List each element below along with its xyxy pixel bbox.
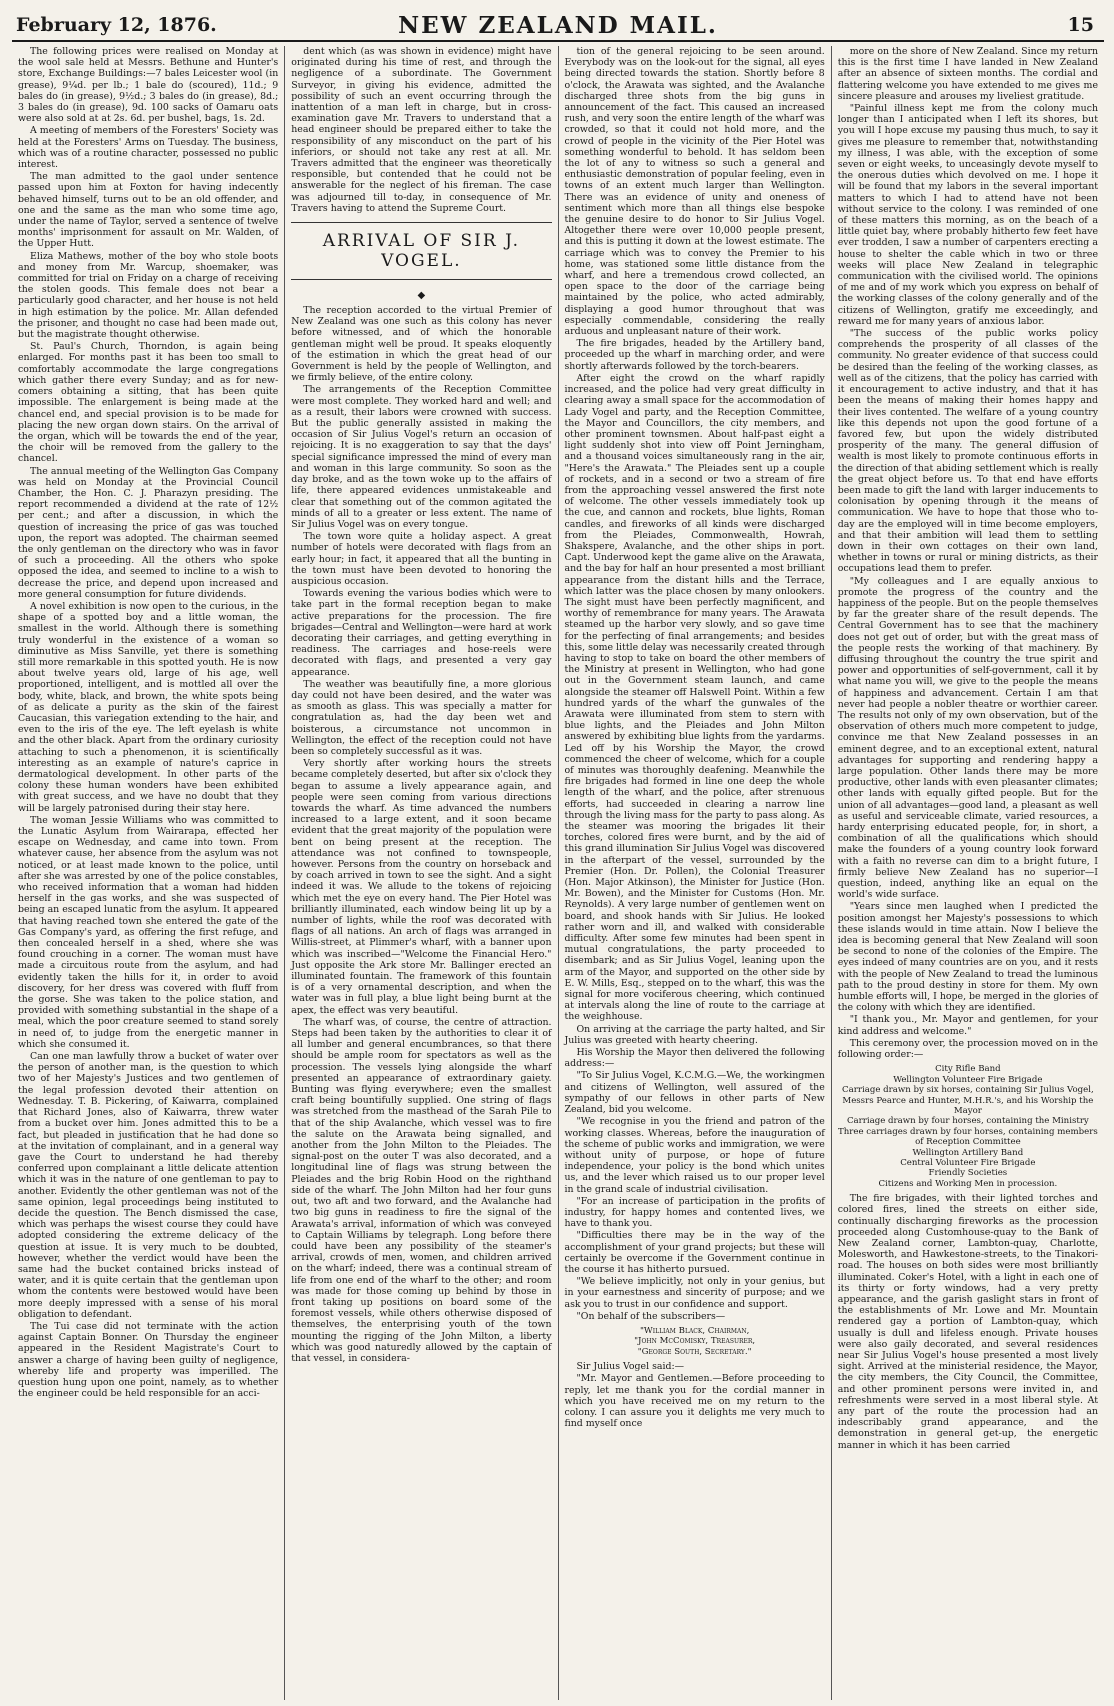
paragraph: The town wore quite a holiday aspect. A great number of hotels were decorated with flags from an early hour; in fact, it appeared that all the bunting in the town must have been devoted to honoring the auspicious occasion. [291,531,552,587]
paragraph: The following prices were realised on Monday at the wool sale held at Messrs. Bethune and Hunter's store, Exchange Buildings:—7 bales Leicester wool (in grease), 9¼d. per lb.; 1 bale do (scoured), 11d.; 9 bales do (in grease), 9½d.; 3 bales do (in grease), 8d.; 3 bales do (in grease), 9d. 100 sacks of Oamaru oats were also sold at at 2s. 6d. per bushel, bags, 1s. 2d. [18,46,279,125]
article-body-col3 [565,46,825,1322]
article-body-col2 [291,305,551,1364]
column-container [12,46,1104,1700]
paragraph: "We believe implicitly, not only in your genius, but in your earnestness and sincerity of purpose; and we ask you to trust in our confidence and support. [564,1276,825,1310]
paragraph: "Difficulties there may be in the way of the accomplishment of your grand projects; but these will certainly be overcome if the Government continue in the course it has hitherto pursued. [564,1230,825,1275]
column-2 [285,46,558,1700]
masthead [12,8,1104,42]
paragraph: A novel exhibition is now open to the curious, in the shape of a spotted boy and a little woman, the smallest in the world. Although there is something truly wonderful in the existence of a woman so diminutive as Miss Sanville, yet there is something still more remarkable in this spotted youth. He is now about twelve years old, large of his age, well proportioned, intelligent, and is mottled all over the body, white, black, and brown, the white spots being of as delicate a purity as the skin of the fairest Caucasian, this variegation extending to the hair, and even to the iris of the eye. The left eyelash is white and the other black. Apart from the ordinary curiosity attaching to such a phenomenon, it is scientifically interesting as an example of nature's caprice in dermatological development. In other parts of the colony these human wonders have been exhibited with great success, and we have no doubt that they will be largely patronised during their stay here. [18,600,279,814]
paragraph: "I thank you., Mr. Mayor and gentlemen, for your kind address and welcome." [837,1014,1098,1037]
issue-date: February 12, 1876. [16,14,217,36]
article-heading-block [291,222,551,280]
paragraph: The Tui case did not terminate with the action against Captain Bonner. On Thursday the engineer appeared in the Resident Magistrate's Court to answer a charge of having been guilty of negligence, whereby life and property was imperilled. The question hung upon one point, namely, as to whether the engineer could be held responsible for an acci- [18,1320,279,1400]
procession-item: Carriage drawn by six horses, containing Sir Julius Vogel, Messrs Pearce and Hunter, M.H.R.'s, and his Worship the Mayor [842,1085,1094,1116]
paragraph: "We recognise in you the friend and patron of the working classes. Whereas, before the inauguration of the scheme of public works and immigration, we were without unity of purpose, or hope of future independence, your policy is the bond which unites us, and the lever which raised us to our proper level in the grand scale of industrial civilisation. [564,1116,825,1195]
signatory-line: "William Black, Chairman, [639,1325,750,1336]
paragraph: After eight the crowd on the wharf rapidly increased, and the police had very great difficulty in clearing away a small space for the accommodation of Lady Vogel and party, and the Reception Committee, the Mayor and Councillors, the city members, and other prominent townsmen. About half-past eight a light suddenly shot into view off Point Jerningham, and a thousand voices simultaneously rang in the air, "Here's the Arawata." The Pleiades sent up a couple of rockets, and in a second or two a stream of fire from the approaching vessel answered the first note of welcome. The other vessels immediately took up the cue, and cannon and rockets, blue lights, Roman candles, and fireworks of all kinds were discharged from the Pleiades, Commonwealth, Howrah, Shakspere, Avalanche, and the other ships in port. Capt. Underwood kept the game alive on the Arawata, and the bay for half an hour presented a most brilliant appearance from the distant hills and the Terrace, which latter was the place chosen by many onlookers. The sight must have been perfectly magnificent, and worthy of remembrance for many years. The Arawata steamed up the harbor very slowly, and so gave time for the perfecting of final arrangements; and besides this, some little delay was necessarily created through having to stop to take on board the other members of the Ministry at present in Wellington, who had gone out in the Government steam launch, and came alongside the steamer off Halswell Point. Within a few hundred yards of the wharf the gunwales of the Arawata were illuminated from stem to stern with blue lights, and the Pleiades and John Milton answered by exhibiting blue lights from the yardarms. Led off by his Worship the Mayor, the crowd commenced the cheer of welcome, which for a couple of minutes was thoroughly deafening. Meanwhile the fire brigades had formed in line one deep the whole length of the wharf, and the police, after strenuous efforts, had succeeded in clearing a narrow line through the living mass for the party to pass along. As the steamer was mooring the brigades lit their torches, colored fires were burnt, and by the aid of this grand illumination Sir Julius Vogel was discovered in the afterpart of the vessel, surrounded by the Premier (Hon. Dr. Pollen), the Colonial Treasurer (Hon. Major Atkinson), the Minister for Justice (Hon. Mr. Bowen), and the Minister for Customs (Hon. Mr. Reynolds). A very large number of gentlemen went on board, and shook hands with Sir Julius. He looked rather worn and ill, and walked with considerable difficulty. After some few minutes had been spent in mutual congratulations, the party proceeded to disembark; and as Sir Julius Vogel, leaning upon the arm of the Mayor, and supported on the other side by E. W. Mills, Esq., stepped on to the wharf, this was the signal for more vociferous cheering, which continued at intervals along the line of route to the carriage at the weighhouse. [564,372,825,1023]
paragraph: The wharf was, of course, the centre of attraction. Steps had been taken by the authorities to clear it of all lumber and general encumbrances, so that there should be ample room for spectators as well as the procession. The vessels lying alongside the wharf presented an appearance of extraordinary gaiety. Bunting was flying everywhere; even the smallest craft being bountifully supplied. One string of flags was stretched from the masthead of the Sarah Pile to that of the ship Avalanche, which vessel was to fire the salute on the Arawata being signalled, and another from the John Milton to the Pleiades. The signal-post on the outer T was also decorated, and a longitudinal line of flags was strung between the Pleiades and the brig Robin Hood on the righthand side of the wharf. The John Milton had her four guns out, two aft and two forward, and the Avalanche had two big guns in readiness to fire the signal of the Arawata's arrival, information of which was conveyed to Captain Williams by telegraph. Long before there could have been any possibility of the steamer's arrival, crowds of men, women, and children arrived on the wharf; indeed, there was a continual stream of life from one end of the wharf to the other; and room was made for those coming up behind by those in front taking up positions on board some of the foremost vessels, while others otherwise disposed of themselves, the enterprising youth of the town mounting the rigging of the John Milton, a liberty which was good naturedly allowed by the captain of that vessel, in considera- [291,1016,552,1364]
paragraph: The annual meeting of the Wellington Gas Company was held on Monday at the Provincial Council Chamber, the Hon. C. J. Pharazyn presiding. The report recommended a dividend at the rate of 12½ per cent.; and after a discussion, in which the question of increasing the price of gas was touched upon, the report was adopted. The chairman seemed the only gentleman on the directory who was in favor of such a proceeding. All the others who spoke opposed the idea, and seemed to incline to a wish to decrease the price, and depend upon increased and more general consumption for future dividends. [18,465,279,600]
article-body-col4 [838,46,1098,1060]
paragraph: On arriving at the carriage the party halted, and Sir Julius was greeted with hearty cheering. [564,1023,825,1046]
page-number: 15 [1067,14,1094,36]
article-body-col3-end [565,1361,825,1429]
procession-item: Wellington Volunteer Fire Brigade [893,1074,1043,1085]
paragraph: "On behalf of the subscribers— [576,1310,726,1322]
paragraph: "The success of the public works policy comprehends the prosperity of all classes of the community. No greater evidence of that success could be desired than the feeling of the working classes, as well as of the citizens, that the policy has carried with it encouragement to active industry, and that it has been the means of making their homes happy and their lives contented. The welfare of a young country like this depends not upon the good fortune of a favored few, but upon the widely distributed prosperity of the many. The general diffusion of wealth is most likely to promote continuous efforts in the direction of that abiding settlement which is really the great object before us. To that end have efforts been made to gift the land with larger inducements to colonisation by opening through it the means of communication. We have to hope that those who to-day are the employed will in time become employers, and that their ambition will lead them to settling down in their own cottages on their own land, whether in towns or rural or mining districts, as their occupations lead them to prefer. [837,328,1098,575]
procession-order-list [838,1064,1098,1189]
paragraph: Towards evening the various bodies which were to take part in the formal reception began to make active preparations for the procession. The fire brigades—Central and Wellington—were hard at work decorating their carriages, and getting everything in readiness. The carriages and hose-reels were decorated with flags, and presented a very gay appearance. [291,588,552,678]
signatories-list [565,1326,825,1357]
paragraph: The woman Jessie Williams who was committed to the Lunatic Asylum from Wairarapa, effected her escape on Wednesday, and came into town. From whatever cause, her absence from the asylum was not noticed, or at least made known to the police, until after she was arrested by one of the police constables, who received information that a woman had hidden herself in the gas works, and she was suspected of being an escaped lunatic from the asylum. It appeared that having reached town she entered the gate of the Gas Company's yard, as offering the first refuge, and then concealed herself in a shed, where she was found crouching in a corner. The woman must have made a circuitous route from the asylum, and had evidently taken the hills for it, in order to avoid discovery, for her dress was covered with fluff from the gorse. She was taken to the police station, and provided with something substantial in the shape of a meal, which the poor creature seemed to stand sorely in need of, to judge from the energetic manner in which she consumed it. [18,814,279,1050]
paragraph: This ceremony over, the procession moved on in the following order:— [837,1037,1098,1061]
signatory-line: "George South, Secretary." [637,1346,752,1357]
paragraph: "My colleagues and I are equally anxious to promote the progress of the country and the happiness of the people. But on the people themselves by far the greater share of the result depends. The Central Government has to see that the machinery does not get out of order, but with the great mass of the people rests the working of that machinery. By diffusing throughout the country the true spirit and power and opportunities of self-government, call it by what name you will, we give to the people the means of happiness and advancement. Certain I am that never had people a nobler theatre or worthier career. The results not only of my own observation, but of the observation of others much more competent to judge, convince me that New Zealand possesses in an eminent degree, and to an exceptional extent, natural advantages for supporting and rendering happy a large population. Other lands there may be more productive, other lands with even pleasanter climates; other lands with equally gifted people. But for the union of all advantages—good land, a pleasant as well as useful and serviceable climate, varied resources, a hardy enterprising educated people, for, in short, a combination of all the qualifications which should make the founders of a young country look forward with a faith no reverse can dim to a bright future, I firmly believe New Zealand has no superior—I question, indeed, anything like an equal on the world's wide surface. [837,575,1098,901]
column-3 [559,46,832,1700]
procession-item: City Rifle Band [935,1064,1001,1075]
paragraph: His Worship the Mayor then delivered the following address:— [564,1047,825,1070]
paragraph: The fire brigades, with their lighted torches and colored fires, lined the streets on either side, continually discharging fireworks as the procession proceeded along Customhouse-quay to the Bank of New Zealand corner, Lambton-quay, Charlotte, Molesworth, and Hawkestone-streets, to the Tinakori-road. The houses on both sides were most brilliantly illuminated. Coker's Hotel, with a light in each one of its thirty or forty windows, had a very pretty appearance, and the garish gaslight stars in front of the establishments of Mr. Lowe and Mr. Mountain rendered gay a portion of Lambton-quay, which usually is dull and lifeless enough. Private houses were also gaily decorated, and several residences near Sir Julius Vogel's house presented a most lively sight. Arrived at the ministerial residence, the Mayor, the city members, the City Council, the Committee, and other prominent persons were invited in, and refreshments were served in a most liberal style. At any part of the route the procession had an indescribably grand appearance, and the demonstration in general get-up, the energetic manner in which it has been carried [837,1193,1098,1451]
paragraph: The man admitted to the gaol under sentence passed upon him at Foxton for having indecently behaved himself, turns out to be an old offender, and one and the same as the man who some time ago, under the name of Taylor, served a sentence of twelve months' imprisonment for assault on Mr. Walden, of the Upper Hutt. [18,171,279,250]
paragraph: The arrangements of the Reception Committee were most complete. They worked hard and well; and as a result, their labors were crowned with success. But the public generally assisted in making the occasion of Sir Julius Vogel's return an occasion of rejoicing. It is no exaggeration to say that the days' special significance impressed the mind of every man and woman in this large community. So soon as the day broke, and as the town woke up to the affairs of life, there appeared evidences unmistakeable and clear that something out of the common agitated the minds of all to a greater or less extent. The name of Sir Julius Vogel was on every tongue. [291,384,552,530]
paragraph: The weather was beautifully fine, a more glorious day could not have been desired, and the water was as smooth as glass. This was specially a matter for congratulation as, had the day been wet and boisterous, a circumstance not uncommon in Wellington, the effect of the reception could not have been so completely successful as it was. [291,678,552,757]
paragraph: A meeting of members of the Foresters' Society was held at the Foresters' Arms on Tuesday. The business, which was of a routine character, possessed no public interest. [18,125,279,171]
paragraph: "For an increase of participation in the profits of industry, for happy homes and contented lives, we have to thank you. [564,1195,825,1230]
ornament-divider: ◆ [417,290,426,302]
paragraph: tion of the general rejoicing to be seen around. Everybody was on the look-out for the signal, all eyes being directed towards the station. Shortly before 8 o'clock, the Arawata was sighted, and the Avalanche discharged three shots from the big guns in announcement of the fact. This caused an increased rush, and very soon the entire length of the wharf was crowded, so that it could not hold more, and the crowd of people in the vicinity of the Pier Hotel was something wonderful to behold. It has seldom been the lot of any to witness so such a general and enthusiastic demonstration of popular feeling, even in towns of an extent much larger than Wellington. There was an evidence of unity and oneness of sentiment which more than all things else bespoke the genuine desire to do honor to Sir Julius Vogel. Altogether there were over 10,000 people present, and this is putting it down at the lowest estimate. The carriage which was to convey the Premier to his home, was stationed some little distance from the wharf, and here a tremendous crowd collected, an open space to the door of the carriage being maintained by the police, who acted admirably, displaying a good humor throughout that was especially commendable, considering the really arduous and unpleasant nature of their work. [564,46,825,338]
paragraph: "Mr. Mayor and Gentlemen.—Before proceeding to reply, let me thank you for the cordial manner in which you have received me on my return to the colony. I can assure you it delights me very much to find myself once [564,1373,825,1430]
paragraph: The fire brigades, headed by the Artillery band, proceeded up the wharf in marching order, and were shortly afterwards followed by the torch-bearers. [564,338,825,372]
paragraph: The reception accorded to the virtual Premier of New Zealand was one such as this colony has never before witnessed, and of which the honorable gentleman might well be proud. It speaks eloquently of the estimation in which the great head of our Government is held by the people of Wellington, and we firmly believe, of the entire colony. [291,305,552,384]
paragraph: St. Paul's Church, Thorndon, is again being enlarged. For months past it has been too small to comfortably accommodate the large congregations which gather there every Sunday; and as for new-comers obtaining a sitting, that has been quite impossible. The enlargement is being made at the chancel end, and special provision is to be made for placing the new organ down stairs. On the arrival of the organ, which will be towards the end of the year, the choir will be removed from the gallery to the chancel. [18,341,279,465]
paragraph: more on the shore of New Zealand. Since my return this is the first time I have landed in New Zealand after an absence of sixteen months. The cordial and flattering welcome you have extended to me gives me sincere pleasure and arouses my liveliest gratitude. [837,46,1098,102]
paragraph: Very shortly after working hours the streets became completely deserted, but after six o'clock they began to assume a lively appearance again, and people were seen coming from various directions towards the wharf. As time advanced the numbers increased to a large extent, and it soon became evident that the great majority of the population were bent on being present at the reception. The attendance was not confined to townspeople, however. Persons from the country on horseback and by coach arrived in town to see the sight. And a sight indeed it was. We allude to the tokens of rejoicing which met the eye on every hand. The Pier Hotel was brilliantly illuminated, each window being lit up by a number of lights, while the roof was decorated with flags of all nations. An arch of flags was arranged in Willis-street, at Plimmer's wharf, with a banner upon which was inscribed—"Welcome the Financial Hero." Just opposite the Ark store Mr. Ballinger erected an illuminated fountain. The framework of this fountain is of a very ornamental description, and when the water was in full play, a blue light being burnt at the apex, the effect was very beautiful. [291,758,552,1016]
paragraph: "Painful illness kept me from the colony much longer than I anticipated when I left its shores, but you will I hope excuse my pausing thus much, to say it gives me pleasure to remember that, notwithstanding my illness, I was able, with the exception of some seven or eight weeks, to unceasingly devote myself to the onerous duties which devolved on me. I hope it will be found that my labors in the several important matters to which I had to attend have not been without service to the colony. I was reminded of one of these matters this morning, as on the beach of a little quiet bay, where probably hitherto few feet have ever trodden, I saw a number of carpenters erecting a house to shelter the cable which in two or three weeks will place New Zealand in telegraphic communication with the civilised world. The opinions of me and of my work which you express on behalf of the working classes of the colony generally and of the citizens of Wellington, gratify me exceedingly, and reward me for many years of anxious labor. [837,103,1098,327]
procession-item: Wellington Artillery Band [912,1147,1024,1158]
paragraph: Can one man lawfully throw a bucket of water over the person of another man, is the question to which two of her Majesty's Justices and two gentlemen of the legal profession devoted their attention on Wednesday. T. B. Pickering, of Kaiwarra, complained that Richard Jones, also of Kaiwarra, threw water from a bucket over him. Jones admitted this to be a fact, but pleaded in justification that he had done so at the invitation of complainant, and in a general way gave the Court to understand he had thereby conferred upon complainant a little delicate attention which it was in the nature of one gentleman to pay to another. Evidently the other gentleman was not of the same opinion, legal proceedings being instituted to decide the question. The Bench dismissed the case, which was perhaps the wisest course they could have adopted considering the extreme delicacy of the question at issue. It is very much to be doubted, however, whether the verdict would have been the same had the bucket contained bricks instead of water, and it is quite certain that the gentleman upon whom the contents were bestowed would have been more deeply impressed with a sense of his moral obligation to defendant. [18,1051,279,1320]
paragraph: dent which (as was shown in evidence) might have originated during his time of rest, and through the negligence of a subordinate. The Government Surveyor, in giving his evidence, admitted the possibility of such an event occurring through the inattention of a man left in charge, but in cross-examination gave Mr. Travers to understand that a head engineer should be prepared either to take the responsibility of any misconduct on the part of his inferiors, or should not take any rest at all. Mr. Travers admitted that the engineer was theoretically responsible, but contended that he could not be answerable for the neglect of his fireman. The case was adjourned till to-day, in consequence of Mr. Travers having to attend the Supreme Court. [291,46,552,214]
article-body-col4-end [838,1193,1098,1451]
procession-item: Carriage drawn by four horses, containing the Ministry [846,1116,1089,1127]
paragraph: Eliza Mathews, mother of the boy who stole boots and money from Mr. Warcup, shoemaker, was committed for trial on Friday on a charge of receiving the stolen goods. This female does not bear a particularly good character, and her house is not held in high estimation by the police. Mr. Allan defended the prisoner, and thought no case had been made out, but the magistrate thought otherwise. [18,250,279,341]
column-1 [12,46,285,1700]
paragraph: "To Sir Julius Vogel, K.C.M.G.—We, the workingmen and citizens of Wellington, well assured of the sympathy of our fellows in other parts of New Zealand, bid you welcome. [564,1070,825,1116]
procession-item: Citizens and Working Men in procession. [878,1178,1058,1189]
paragraph: Sir Julius Vogel said:— [576,1361,685,1373]
procession-item: Three carriages drawn by four horses, containing members of Reception Committee [837,1126,1098,1148]
signatory-line: "John McComisky, Treasurer, [634,1336,756,1347]
column-4 [832,46,1104,1700]
paragraph: "Years since men laughed when I predicted the position amongst her Majesty's possessions to which these islands would in time attain. Now I believe the idea is becoming general that New Zealand will soon be second to none of the colonies of the Empire. The eyes indeed of many countries are on you, and it rests with the people of New Zealand to tread the luminous path to the proud destiny in store for them. My own humble efforts will, I hope, be merged in the glories of the colony with which they are identified. [837,901,1098,1014]
article-heading: ARRIVAL OF SIR J. VOGEL. [322,231,521,272]
newspaper-title: NEW ZEALAND MAIL. [398,12,718,39]
procession-item: Central Volunteer Fire Brigade [900,1157,1036,1168]
procession-item: Friendly Societies [928,1168,1008,1179]
